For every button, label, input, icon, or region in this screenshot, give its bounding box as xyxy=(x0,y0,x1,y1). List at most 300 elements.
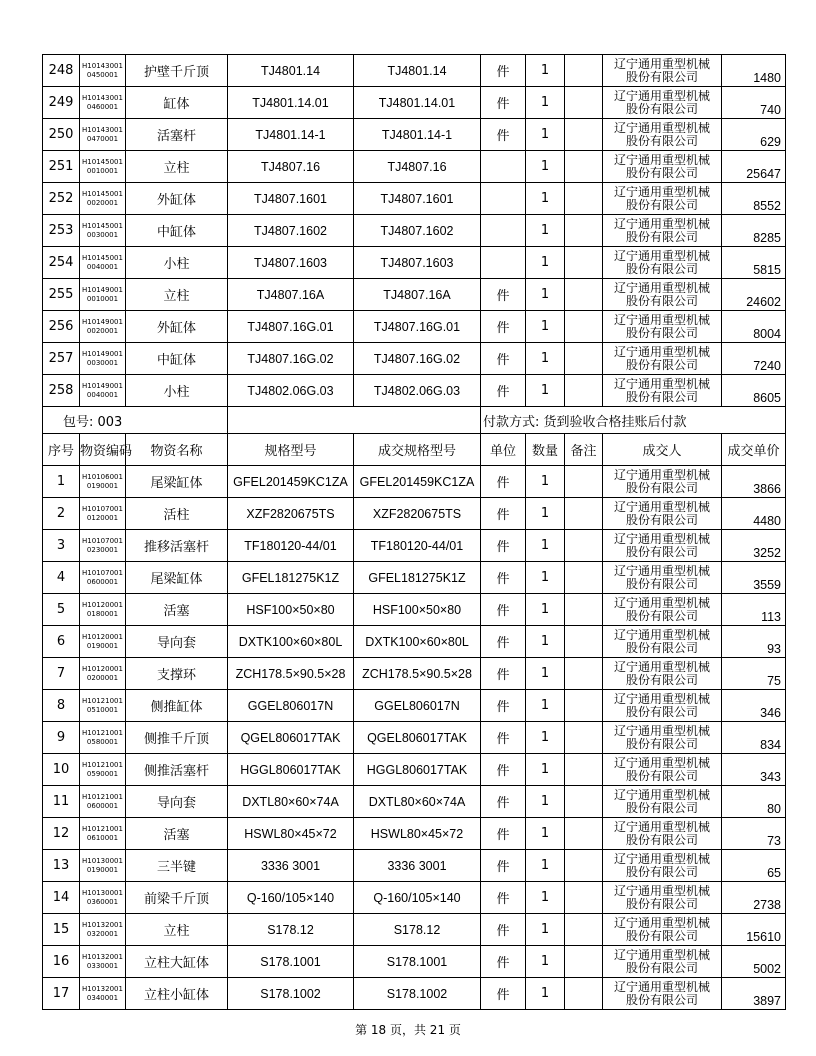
row-spec: GGEL806017N xyxy=(228,690,354,722)
row-code xyxy=(80,786,126,818)
row-unit: 件 xyxy=(481,882,526,914)
row-code-line1: H10130001 xyxy=(82,888,123,897)
row-unit xyxy=(481,183,526,215)
row-note xyxy=(565,183,603,215)
row-code xyxy=(80,562,126,594)
row-no: 250 xyxy=(43,119,80,151)
row-code xyxy=(80,215,126,247)
row-qty: 1 xyxy=(526,466,565,498)
table-row xyxy=(43,183,786,215)
row-code-line1: H10106001 xyxy=(82,472,123,481)
row-note xyxy=(565,466,603,498)
row-deal-spec: TJ4801.14-1 xyxy=(354,119,481,151)
row-qty: 1 xyxy=(526,530,565,562)
row-code-line2: 0450001 xyxy=(86,70,119,79)
table-row xyxy=(43,690,786,722)
trader-line2: 股份有限公司 xyxy=(625,896,698,911)
table-row xyxy=(43,151,786,183)
row-deal-spec: TJ4801.14 xyxy=(354,55,481,87)
trader-line2: 股份有限公司 xyxy=(625,101,698,116)
table-row xyxy=(43,119,786,151)
row-spec: QGEL806017TAK xyxy=(228,722,354,754)
row-note xyxy=(565,279,603,311)
trader-line2: 股份有限公司 xyxy=(625,832,698,847)
row-code xyxy=(80,754,126,786)
row-code-line1: H10121001 xyxy=(82,824,123,833)
row-trader xyxy=(603,530,722,562)
row-trader xyxy=(603,754,722,786)
row-code-line2: 0460001 xyxy=(86,102,119,111)
row-code xyxy=(80,818,126,850)
row-price: 3559 xyxy=(722,562,786,594)
row-qty: 1 xyxy=(526,786,565,818)
row-deal-spec: TJ4807.1601 xyxy=(354,183,481,215)
trader-line1: 辽宁通用重型机械 xyxy=(613,120,710,135)
row-price: 343 xyxy=(722,754,786,786)
trader-line1: 辽宁通用重型机械 xyxy=(613,915,710,930)
row-no: 253 xyxy=(43,215,80,247)
package-blank xyxy=(228,407,481,434)
row-code xyxy=(80,914,126,946)
row-code xyxy=(80,375,126,407)
row-price: 15610 xyxy=(722,914,786,946)
row-name: 前梁千斤顶 xyxy=(126,882,228,914)
row-qty: 1 xyxy=(526,818,565,850)
row-deal-spec: XZF2820675TS xyxy=(354,498,481,530)
header-name: 物资名称 xyxy=(126,434,228,466)
trader-line1: 辽宁通用重型机械 xyxy=(613,595,710,610)
row-code-line2: 0030001 xyxy=(86,358,119,367)
trader-line1: 辽宁通用重型机械 xyxy=(613,216,710,231)
row-qty: 1 xyxy=(526,87,565,119)
row-price: 93 xyxy=(722,626,786,658)
trader-line2: 股份有限公司 xyxy=(625,229,698,244)
row-unit: 件 xyxy=(481,594,526,626)
row-trader xyxy=(603,183,722,215)
table-row xyxy=(43,882,786,914)
row-code-line1: H10145001 xyxy=(82,189,123,198)
page-footer: 第 18 页，共 21 页 xyxy=(355,1023,461,1037)
row-name: 支撑环 xyxy=(126,658,228,690)
trader-line1: 辽宁通用重型机械 xyxy=(613,152,710,167)
row-price: 1480 xyxy=(722,55,786,87)
row-price: 8605 xyxy=(722,375,786,407)
table-body-bottom xyxy=(43,466,786,1010)
row-code-line1: H10120001 xyxy=(82,664,123,673)
row-no: 254 xyxy=(43,247,80,279)
row-code-line1: H10107001 xyxy=(82,568,123,577)
row-code-line2: 0230001 xyxy=(86,545,119,554)
row-code-line2: 0200001 xyxy=(86,673,119,682)
trader-line2: 股份有限公司 xyxy=(625,672,698,687)
row-deal-spec: TJ4807.1603 xyxy=(354,247,481,279)
trader-line2: 股份有限公司 xyxy=(625,261,698,276)
row-price: 73 xyxy=(722,818,786,850)
row-code-line2: 0590001 xyxy=(86,769,119,778)
row-code-line2: 0470001 xyxy=(86,134,119,143)
row-code-line2: 0190001 xyxy=(86,481,119,490)
trader-line1: 辽宁通用重型机械 xyxy=(613,563,710,578)
row-unit: 件 xyxy=(481,311,526,343)
row-code-line1: H10149001 xyxy=(82,285,123,294)
trader-line1: 辽宁通用重型机械 xyxy=(613,376,710,391)
row-spec: S178.12 xyxy=(228,914,354,946)
row-qty: 1 xyxy=(526,279,565,311)
row-spec: TJ4807.16G.01 xyxy=(228,311,354,343)
trader-line2: 股份有限公司 xyxy=(625,928,698,943)
row-code xyxy=(80,151,126,183)
row-deal-spec: HSWL80×45×72 xyxy=(354,818,481,850)
row-name: 侧推活塞杆 xyxy=(126,754,228,786)
row-unit: 件 xyxy=(481,55,526,87)
row-deal-spec: GFEL201459KC1ZA xyxy=(354,466,481,498)
package-label: 包号: 003 xyxy=(43,407,228,434)
row-note xyxy=(565,343,603,375)
row-no: 17 xyxy=(43,978,80,1010)
row-note xyxy=(565,690,603,722)
trader-line1: 辽宁通用重型机械 xyxy=(613,248,710,263)
trader-line1: 辽宁通用重型机械 xyxy=(613,659,710,674)
row-code xyxy=(80,882,126,914)
row-code-line1: H10145001 xyxy=(82,253,123,262)
row-price: 25647 xyxy=(722,151,786,183)
row-spec: TJ4801.14-1 xyxy=(228,119,354,151)
row-qty: 1 xyxy=(526,722,565,754)
row-unit: 件 xyxy=(481,850,526,882)
row-spec: GFEL201459KC1ZA xyxy=(228,466,354,498)
row-code-line1: H10107001 xyxy=(82,536,123,545)
row-name: 活柱 xyxy=(126,498,228,530)
row-spec: 3336 3001 xyxy=(228,850,354,882)
row-name: 侧推缸体 xyxy=(126,690,228,722)
row-price: 5002 xyxy=(722,946,786,978)
row-price: 3866 xyxy=(722,466,786,498)
row-name: 尾梁缸体 xyxy=(126,562,228,594)
row-name: 活塞 xyxy=(126,818,228,850)
row-no: 4 xyxy=(43,562,80,594)
row-unit: 件 xyxy=(481,946,526,978)
row-spec: Q-160/105×140 xyxy=(228,882,354,914)
trader-line2: 股份有限公司 xyxy=(625,389,698,404)
trader-line1: 辽宁通用重型机械 xyxy=(613,947,710,962)
row-note xyxy=(565,882,603,914)
row-spec: TJ4807.16A xyxy=(228,279,354,311)
row-no: 255 xyxy=(43,279,80,311)
row-unit: 件 xyxy=(481,466,526,498)
row-spec: HGGL806017TAK xyxy=(228,754,354,786)
row-deal-spec: 3336 3001 xyxy=(354,850,481,882)
row-name: 小柱 xyxy=(126,375,228,407)
row-unit: 件 xyxy=(481,87,526,119)
row-trader xyxy=(603,343,722,375)
row-deal-spec: HGGL806017TAK xyxy=(354,754,481,786)
trader-line1: 辽宁通用重型机械 xyxy=(613,184,710,199)
row-note xyxy=(565,119,603,151)
table-row xyxy=(43,722,786,754)
row-price: 2738 xyxy=(722,882,786,914)
row-spec: TJ4807.1602 xyxy=(228,215,354,247)
header-qty: 数量 xyxy=(526,434,565,466)
row-code xyxy=(80,690,126,722)
row-qty: 1 xyxy=(526,626,565,658)
row-name: 侧推千斤顶 xyxy=(126,722,228,754)
row-code-line2: 0510001 xyxy=(86,705,119,714)
row-unit: 件 xyxy=(481,914,526,946)
row-note xyxy=(565,594,603,626)
table-row xyxy=(43,466,786,498)
row-note xyxy=(565,311,603,343)
header-spec: 规格型号 xyxy=(228,434,354,466)
row-note xyxy=(565,818,603,850)
row-spec: TJ4801.14 xyxy=(228,55,354,87)
row-note xyxy=(565,247,603,279)
trader-line1: 辽宁通用重型机械 xyxy=(613,851,710,866)
row-price: 80 xyxy=(722,786,786,818)
row-code-line2: 0120001 xyxy=(86,513,119,522)
header-unit: 单位 xyxy=(481,434,526,466)
row-deal-spec: DXTK100×60×80L xyxy=(354,626,481,658)
row-name: 外缸体 xyxy=(126,183,228,215)
package-row xyxy=(43,407,786,434)
row-unit: 件 xyxy=(481,279,526,311)
table-row xyxy=(43,626,786,658)
row-note xyxy=(565,850,603,882)
row-no: 2 xyxy=(43,498,80,530)
row-code-line1: H10143001 xyxy=(82,61,123,70)
row-code-line1: H10120001 xyxy=(82,600,123,609)
row-spec: TJ4807.1603 xyxy=(228,247,354,279)
trader-line2: 股份有限公司 xyxy=(625,293,698,308)
row-code-line2: 0580001 xyxy=(86,737,119,746)
row-code xyxy=(80,594,126,626)
row-deal-spec: TJ4802.06G.03 xyxy=(354,375,481,407)
row-code xyxy=(80,119,126,151)
table-row xyxy=(43,215,786,247)
row-deal-spec: TF180120-44/01 xyxy=(354,530,481,562)
row-deal-spec: TJ4801.14.01 xyxy=(354,87,481,119)
row-code-line1: H10121001 xyxy=(82,760,123,769)
row-deal-spec: Q-160/105×140 xyxy=(354,882,481,914)
row-code-line2: 0320001 xyxy=(86,929,119,938)
row-no: 8 xyxy=(43,690,80,722)
row-code xyxy=(80,279,126,311)
header-trader: 成交人 xyxy=(603,434,722,466)
row-code-line2: 0030001 xyxy=(86,230,119,239)
row-unit: 件 xyxy=(481,530,526,562)
row-price: 834 xyxy=(722,722,786,754)
row-spec: DXTK100×60×80L xyxy=(228,626,354,658)
trader-line1: 辽宁通用重型机械 xyxy=(613,467,710,482)
trader-line2: 股份有限公司 xyxy=(625,133,698,148)
trader-line1: 辽宁通用重型机械 xyxy=(613,280,710,295)
row-code-line1: H10143001 xyxy=(82,125,123,134)
row-qty: 1 xyxy=(526,850,565,882)
trader-line2: 股份有限公司 xyxy=(625,325,698,340)
row-unit: 件 xyxy=(481,754,526,786)
row-unit: 件 xyxy=(481,690,526,722)
row-spec: DXTL80×60×74A xyxy=(228,786,354,818)
row-no: 14 xyxy=(43,882,80,914)
trader-line1: 辽宁通用重型机械 xyxy=(613,344,710,359)
trader-line2: 股份有限公司 xyxy=(625,864,698,879)
row-code-line2: 0330001 xyxy=(86,961,119,970)
row-no: 9 xyxy=(43,722,80,754)
row-spec: GFEL181275K1Z xyxy=(228,562,354,594)
row-code-line1: H10121001 xyxy=(82,792,123,801)
row-price: 629 xyxy=(722,119,786,151)
row-no: 257 xyxy=(43,343,80,375)
row-no: 248 xyxy=(43,55,80,87)
row-name: 导向套 xyxy=(126,786,228,818)
row-trader xyxy=(603,658,722,690)
row-note xyxy=(565,786,603,818)
row-price: 65 xyxy=(722,850,786,882)
row-unit xyxy=(481,247,526,279)
row-qty: 1 xyxy=(526,690,565,722)
row-trader xyxy=(603,375,722,407)
row-deal-spec: GFEL181275K1Z xyxy=(354,562,481,594)
row-code-line2: 0340001 xyxy=(86,993,119,1002)
trader-line2: 股份有限公司 xyxy=(625,576,698,591)
row-no: 251 xyxy=(43,151,80,183)
row-spec: TJ4807.1601 xyxy=(228,183,354,215)
trader-line2: 股份有限公司 xyxy=(625,992,698,1007)
row-unit xyxy=(481,151,526,183)
row-trader xyxy=(603,466,722,498)
row-name: 护壁千斤顶 xyxy=(126,55,228,87)
row-spec: TJ4801.14.01 xyxy=(228,87,354,119)
row-trader xyxy=(603,882,722,914)
row-code xyxy=(80,183,126,215)
table-row xyxy=(43,311,786,343)
row-unit: 件 xyxy=(481,562,526,594)
row-no: 16 xyxy=(43,946,80,978)
row-code xyxy=(80,498,126,530)
row-qty: 1 xyxy=(526,375,565,407)
trader-line2: 股份有限公司 xyxy=(625,197,698,212)
row-price: 113 xyxy=(722,594,786,626)
row-no: 6 xyxy=(43,626,80,658)
row-note xyxy=(565,754,603,786)
table-row xyxy=(43,850,786,882)
table-row xyxy=(43,754,786,786)
row-deal-spec: TJ4807.16G.02 xyxy=(354,343,481,375)
row-name: 外缸体 xyxy=(126,311,228,343)
row-price: 8285 xyxy=(722,215,786,247)
row-trader xyxy=(603,978,722,1010)
header-price: 成交单价 xyxy=(722,434,786,466)
row-no: 13 xyxy=(43,850,80,882)
row-trader xyxy=(603,119,722,151)
row-code-line2: 0040001 xyxy=(86,262,119,271)
row-no: 252 xyxy=(43,183,80,215)
table-row xyxy=(43,818,786,850)
row-code-line1: H10120001 xyxy=(82,632,123,641)
row-code-line2: 0010001 xyxy=(86,166,119,175)
row-no: 256 xyxy=(43,311,80,343)
row-code-line1: H10130001 xyxy=(82,856,123,865)
row-no: 15 xyxy=(43,914,80,946)
row-no: 11 xyxy=(43,786,80,818)
row-code xyxy=(80,530,126,562)
row-qty: 1 xyxy=(526,55,565,87)
row-qty: 1 xyxy=(526,914,565,946)
row-name: 尾梁缸体 xyxy=(126,466,228,498)
row-code-line2: 0600001 xyxy=(86,577,119,586)
row-trader xyxy=(603,626,722,658)
row-unit: 件 xyxy=(481,722,526,754)
header-note: 备注 xyxy=(565,434,603,466)
row-qty: 1 xyxy=(526,151,565,183)
row-code-line1: H10143001 xyxy=(82,93,123,102)
row-price: 8552 xyxy=(722,183,786,215)
trader-line1: 辽宁通用重型机械 xyxy=(613,312,710,327)
row-code-line1: H10149001 xyxy=(82,317,123,326)
row-trader xyxy=(603,786,722,818)
row-code xyxy=(80,626,126,658)
row-note xyxy=(565,626,603,658)
trader-line1: 辽宁通用重型机械 xyxy=(613,755,710,770)
row-no: 5 xyxy=(43,594,80,626)
trader-line2: 股份有限公司 xyxy=(625,544,698,559)
row-qty: 1 xyxy=(526,754,565,786)
table-header xyxy=(43,434,786,466)
row-unit: 件 xyxy=(481,343,526,375)
trader-line2: 股份有限公司 xyxy=(625,69,698,84)
row-code xyxy=(80,658,126,690)
row-note xyxy=(565,722,603,754)
row-note xyxy=(565,658,603,690)
row-unit: 件 xyxy=(481,119,526,151)
trader-line1: 辽宁通用重型机械 xyxy=(613,979,710,994)
row-qty: 1 xyxy=(526,946,565,978)
row-name: 立柱 xyxy=(126,151,228,183)
row-deal-spec: ZCH178.5×90.5×28 xyxy=(354,658,481,690)
row-price: 8004 xyxy=(722,311,786,343)
row-note xyxy=(565,498,603,530)
row-price: 3252 xyxy=(722,530,786,562)
trader-line1: 辽宁通用重型机械 xyxy=(613,627,710,642)
row-code xyxy=(80,978,126,1010)
row-code-line2: 0600001 xyxy=(86,801,119,810)
row-name: 立柱 xyxy=(126,914,228,946)
row-code-line1: H10145001 xyxy=(82,221,123,230)
trader-line2: 股份有限公司 xyxy=(625,608,698,623)
row-trader xyxy=(603,562,722,594)
row-trader xyxy=(603,247,722,279)
row-no: 12 xyxy=(43,818,80,850)
trader-line1: 辽宁通用重型机械 xyxy=(613,787,710,802)
row-code-line1: H10149001 xyxy=(82,349,123,358)
table-row xyxy=(43,498,786,530)
row-trader xyxy=(603,87,722,119)
row-code xyxy=(80,343,126,375)
trader-line1: 辽宁通用重型机械 xyxy=(613,88,710,103)
row-note xyxy=(565,530,603,562)
row-no: 3 xyxy=(43,530,80,562)
row-spec: S178.1001 xyxy=(228,946,354,978)
row-name: 立柱大缸体 xyxy=(126,946,228,978)
trader-line2: 股份有限公司 xyxy=(625,704,698,719)
row-price: 740 xyxy=(722,87,786,119)
row-code-line1: H10132001 xyxy=(82,920,123,929)
table-row xyxy=(43,594,786,626)
trader-line2: 股份有限公司 xyxy=(625,640,698,655)
table-row xyxy=(43,786,786,818)
row-deal-spec: TJ4807.16A xyxy=(354,279,481,311)
row-no: 1 xyxy=(43,466,80,498)
row-trader xyxy=(603,818,722,850)
